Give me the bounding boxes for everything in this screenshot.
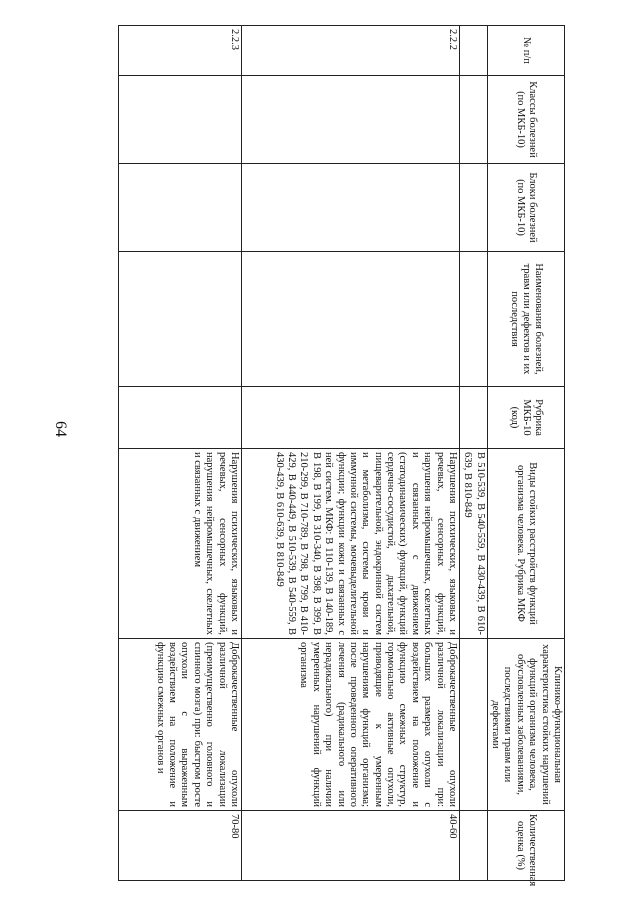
cell-num: 2.2.2 [242, 26, 460, 76]
header-class: Классы болезней (по МКБ-10) [487, 76, 564, 164]
cell-block [119, 164, 242, 252]
cell-name [242, 252, 460, 387]
cell-code [242, 387, 460, 449]
cell-name [119, 252, 242, 387]
cell-functions: Нарушения психических, языковых и речевых, сенсорных функций, нарушения нейромышечных, скелетных и связанных с движением [119, 449, 242, 639]
cell-clinical [460, 639, 488, 811]
cell-score: 70-80 [119, 811, 242, 881]
header-name: Наименования болезней, травм или дефектов и их последствия [487, 252, 564, 387]
cell-functions: Нарушения психических, языковых и речевых, сенсорных функций, нарушения нейромышечных, скелетных и связанных с движением (статодинамических) функций, функций сердечно-сосудистой, дыхательной, пищеварительной, эндокринной систем и метаболизма, системы крови и иммунной системы, мочевыделительной функции; функции кожи и связанных с ней систем. МКФ: B 110-139, B 140-189, B 198, B 199, B 310-340, B 398, B 399, B 210-299, B 710-789, B 798, B 799, B 410-429, B 440-449, B 510-539, B 540-559, B 430-439, B 610-639, B 810-849 [242, 449, 460, 639]
table-row [460, 26, 488, 881]
header-block: Блоки болезней (по МКБ-10) [487, 164, 564, 252]
rotated-table-page [75, 25, 565, 887]
cell-num: 2.2.3 [119, 26, 242, 76]
cell-class [119, 76, 242, 164]
cell-class [242, 76, 460, 164]
header-code: Рубрика МКБ-10 (код) [487, 387, 564, 449]
disability-criteria-table [118, 25, 565, 887]
cell-score [460, 811, 488, 881]
header-score: Количественная оценка (%) [487, 811, 564, 881]
cell-score: 40-60 [242, 811, 460, 881]
cell-block [242, 164, 460, 252]
cell-clinical: Доброкачественные опухоли различной локализации при: больших размерах опухоли с воздействием на положение и функцию смежных структур, гормонально активные опухоли, приводящие к умеренным нарушениям функций организма; после проведенного оперативного лечения (радикального или нерадикального) при наличии умеренных нарушений функций организма [242, 639, 460, 811]
header-functions: Виды стойких расстройств функций организма человека. Рубрика МКФ [487, 449, 564, 639]
header-num: № п/п [487, 26, 564, 76]
cell-code [119, 387, 242, 449]
table-header-row [487, 26, 564, 881]
table-row [242, 26, 460, 881]
cell-block [460, 164, 488, 252]
header-clinical: Клинико-функциональная характеристика стойких нарушений функций организма человека, обусловленных заболеваниями, последствиями травм или дефектами [487, 639, 564, 811]
cell-class [460, 76, 488, 164]
cell-functions: B 510-539, B 540-559, B 430-439, B 610-639, B 810-849 [460, 449, 488, 639]
page-number: 64 [52, 421, 69, 437]
cell-code [460, 387, 488, 449]
cell-name [460, 252, 488, 387]
cell-clinical: Доброкачественные опухоли различной локализации (преимущественно головного и спинного мозга) при: быстром росте опухоли с выраженным воздействием на положение и функцию смежных органов и [119, 639, 242, 811]
table-row [119, 26, 242, 881]
cell-num [460, 26, 488, 76]
